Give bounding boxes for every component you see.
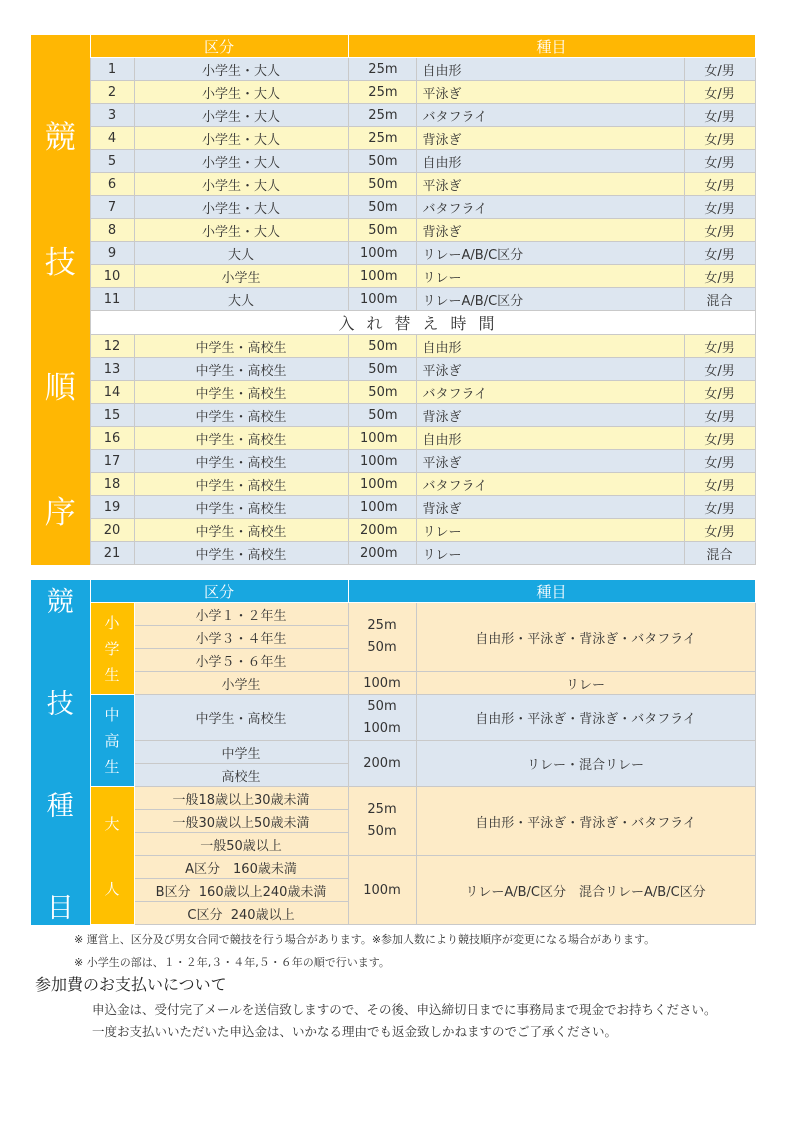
order-event: バタフライ — [416, 381, 684, 404]
order-row — [31, 127, 755, 150]
order-category: 中学生・高校生 — [134, 404, 348, 427]
order-sex: 女/男 — [684, 242, 755, 265]
order-label-char: 競 — [44, 120, 76, 156]
order-no: 10 — [90, 265, 134, 288]
order-distance: 200m — [348, 519, 416, 542]
order-sex: 女/男 — [684, 358, 755, 381]
elem-relay-event: リレー — [416, 672, 755, 695]
break-row — [31, 311, 755, 335]
order-no: 1 — [90, 58, 134, 81]
order-distance: 100m — [348, 496, 416, 519]
order-distance: 100m — [348, 473, 416, 496]
order-event: 平泳ぎ — [416, 173, 684, 196]
order-distance: 25m — [348, 127, 416, 150]
elem-events: 自由形・平泳ぎ・背泳ぎ・バタフライ — [416, 603, 755, 672]
competition-types-section — [31, 579, 756, 925]
order-no: 17 — [90, 450, 134, 473]
group-char: 生 — [104, 757, 120, 776]
order-row — [31, 381, 755, 404]
elem-relay-category: 小学生 — [134, 672, 348, 695]
order-category: 小学生・大人 — [134, 219, 348, 242]
types-header-category: 区分 — [90, 580, 348, 603]
adult-relay-distance: 100m — [348, 856, 416, 925]
note-2: ※ 小学生の部は、１・２年,３・４年,５・６年の順で行います。 — [74, 956, 390, 969]
order-no: 21 — [90, 542, 134, 565]
order-distance: 50m — [348, 404, 416, 427]
order-row — [31, 519, 755, 542]
order-event: 平泳ぎ — [416, 358, 684, 381]
order-distance: 200m — [348, 542, 416, 565]
order-row — [31, 288, 755, 311]
order-event: 背泳ぎ — [416, 404, 684, 427]
order-event: 背泳ぎ — [416, 219, 684, 242]
order-no: 2 — [90, 81, 134, 104]
order-row — [31, 150, 755, 173]
grade-3-4: 小学３・４年生 — [134, 626, 348, 649]
order-distance: 50m — [348, 381, 416, 404]
order-no: 16 — [90, 427, 134, 450]
order-distance: 50m — [348, 173, 416, 196]
order-distance: 100m — [348, 450, 416, 473]
order-no: 7 — [90, 196, 134, 219]
order-distance: 25m — [348, 81, 416, 104]
adult-relay-a: A区分 160歳未満 — [134, 856, 348, 879]
elem-relay-distance: 100m — [348, 672, 416, 695]
order-row — [31, 173, 755, 196]
adult-age-3: 一般50歳以上 — [134, 833, 348, 856]
order-row — [31, 473, 755, 496]
order-event: リレー — [416, 542, 684, 565]
group-char: 大 — [104, 814, 120, 833]
order-row — [31, 496, 755, 519]
group-elementary — [90, 603, 134, 695]
order-sex: 女/男 — [684, 473, 755, 496]
payment-line-1: 申込金は、受付完了メールを送信致しますので、その後、申込締切日までに事務局まで現金でお持ちください。 — [92, 1002, 717, 1017]
group-char: 小 — [104, 613, 120, 632]
order-event: リレーA/B/C区分 — [416, 288, 684, 311]
note-1: ※ 運営上、区分及び男女合同で競技を行う場合があります。※参加人数により競技順序が変更になる場合があります。 — [74, 933, 656, 946]
order-no: 13 — [90, 358, 134, 381]
order-row — [31, 196, 755, 219]
order-sex: 女/男 — [684, 404, 755, 427]
order-no: 15 — [90, 404, 134, 427]
group-char: 人 — [104, 879, 120, 898]
order-distance: 50m — [348, 219, 416, 242]
types-label-char: 技 — [46, 688, 74, 720]
order-vertical-label — [31, 35, 90, 565]
order-header-event: 種目 — [348, 35, 755, 58]
mid-relay-distance: 200m — [348, 741, 416, 787]
order-event: リレー — [416, 265, 684, 288]
order-row — [31, 81, 755, 104]
types-label-char: 競 — [46, 586, 74, 618]
order-no: 14 — [90, 381, 134, 404]
order-label-char: 順 — [44, 370, 76, 406]
order-event: バタフライ — [416, 104, 684, 127]
order-no: 11 — [90, 288, 134, 311]
order-category: 小学生・大人 — [134, 196, 348, 219]
order-no: 19 — [90, 496, 134, 519]
order-no: 18 — [90, 473, 134, 496]
group-char: 中 — [104, 705, 120, 724]
adult-age-1: 一般18歳以上30歳未満 — [134, 787, 348, 810]
order-distance: 50m — [348, 358, 416, 381]
order-sex: 女/男 — [684, 127, 755, 150]
order-sex: 女/男 — [684, 450, 755, 473]
order-sex: 女/男 — [684, 104, 755, 127]
order-category: 小学生・大人 — [134, 127, 348, 150]
order-sex: 女/男 — [684, 173, 755, 196]
order-no: 12 — [90, 335, 134, 358]
types-label-char: 種 — [46, 790, 74, 822]
order-no: 4 — [90, 127, 134, 150]
order-row — [31, 219, 755, 242]
group-char: 高 — [104, 731, 120, 750]
order-sex: 女/男 — [684, 196, 755, 219]
mid-relay-event: リレー・混合リレー — [416, 741, 755, 787]
order-category: 大人 — [134, 242, 348, 265]
order-sex: 女/男 — [684, 381, 755, 404]
payment-line-2: 一度お支払いいただいた申込金は、いかなる理由でも返金致しかねますのでご了承ください。 — [92, 1024, 618, 1039]
order-header-category: 区分 — [90, 35, 348, 58]
order-no: 20 — [90, 519, 134, 542]
order-event: リレー — [416, 519, 684, 542]
order-category: 中学生・高校生 — [134, 335, 348, 358]
order-row — [31, 358, 755, 381]
order-row — [31, 335, 755, 358]
group-adult — [90, 787, 134, 925]
types-header-event: 種目 — [348, 580, 755, 603]
mid-events: 自由形・平泳ぎ・背泳ぎ・バタフライ — [416, 695, 755, 741]
break-label: 入れ替え時間 — [90, 311, 755, 335]
order-no: 3 — [90, 104, 134, 127]
order-category: 小学生・大人 — [134, 104, 348, 127]
order-event: バタフライ — [416, 196, 684, 219]
order-event: 背泳ぎ — [416, 127, 684, 150]
competition-order-section — [31, 34, 756, 565]
adult-age-2: 一般30歳以上50歳未満 — [134, 810, 348, 833]
order-event: 自由形 — [416, 58, 684, 81]
order-event: バタフライ — [416, 473, 684, 496]
order-distance: 50m — [348, 196, 416, 219]
order-label-char: 序 — [44, 495, 76, 531]
mid-relay-category-2: 高校生 — [134, 764, 348, 787]
competition-order-table — [31, 34, 756, 565]
order-category: 中学生・高校生 — [134, 358, 348, 381]
order-event: 平泳ぎ — [416, 81, 684, 104]
order-distance: 25m — [348, 58, 416, 81]
order-category: 中学生・高校生 — [134, 450, 348, 473]
order-category: 中学生・高校生 — [134, 381, 348, 404]
order-sex: 女/男 — [684, 519, 755, 542]
order-distance: 100m — [348, 265, 416, 288]
order-distance: 100m — [348, 427, 416, 450]
order-row — [31, 265, 755, 288]
mid-distance: 50m 100m — [348, 695, 416, 741]
order-no: 6 — [90, 173, 134, 196]
grade-1-2: 小学１・２年生 — [134, 603, 348, 626]
order-sex: 女/男 — [684, 427, 755, 450]
order-sex: 混合 — [684, 288, 755, 311]
group-char: 学 — [104, 639, 120, 658]
order-row — [31, 242, 755, 265]
order-sex: 女/男 — [684, 150, 755, 173]
grade-5-6: 小学５・６年生 — [134, 649, 348, 672]
order-event: 自由形 — [416, 427, 684, 450]
order-category: 小学生・大人 — [134, 150, 348, 173]
adult-relay-b: B区分 160歳以上240歳未満 — [134, 879, 348, 902]
order-sex: 女/男 — [684, 265, 755, 288]
mid-relay-category-1: 中学生 — [134, 741, 348, 764]
competition-types-table — [31, 579, 756, 925]
order-no: 8 — [90, 219, 134, 242]
adult-distance: 25m 50m — [348, 787, 416, 856]
types-label-char: 目 — [46, 892, 74, 924]
order-distance: 50m — [348, 150, 416, 173]
types-vertical-label — [31, 580, 90, 925]
order-event: 自由形 — [416, 335, 684, 358]
order-event: 平泳ぎ — [416, 450, 684, 473]
order-distance: 25m — [348, 104, 416, 127]
order-category: 小学生 — [134, 265, 348, 288]
order-sex: 女/男 — [684, 219, 755, 242]
adult-events: 自由形・平泳ぎ・背泳ぎ・バタフライ — [416, 787, 755, 856]
order-row — [31, 542, 755, 565]
group-char: 生 — [104, 665, 120, 684]
order-sex: 女/男 — [684, 58, 755, 81]
order-category: 中学生・高校生 — [134, 473, 348, 496]
order-category: 中学生・高校生 — [134, 542, 348, 565]
order-distance: 50m — [348, 335, 416, 358]
order-category: 中学生・高校生 — [134, 519, 348, 542]
order-sex: 女/男 — [684, 335, 755, 358]
order-row — [31, 404, 755, 427]
order-no: 9 — [90, 242, 134, 265]
order-event: リレーA/B/C区分 — [416, 242, 684, 265]
order-category: 中学生・高校生 — [134, 427, 348, 450]
adult-relay-c: C区分 240歳以上 — [134, 902, 348, 925]
order-distance: 100m — [348, 242, 416, 265]
order-sex: 女/男 — [684, 496, 755, 519]
order-no: 5 — [90, 150, 134, 173]
group-middle-high — [90, 695, 134, 787]
order-event: 自由形 — [416, 150, 684, 173]
order-category: 小学生・大人 — [134, 173, 348, 196]
order-row — [31, 450, 755, 473]
order-label-char: 技 — [44, 245, 76, 281]
order-row — [31, 58, 755, 81]
order-row — [31, 104, 755, 127]
elem-distance: 25m 50m — [348, 603, 416, 672]
order-event: 背泳ぎ — [416, 496, 684, 519]
payment-title: 参加費のお支払いについて — [35, 975, 227, 994]
order-row — [31, 427, 755, 450]
adult-relay-event: リレーA/B/C区分 混合リレーA/B/C区分 — [416, 856, 755, 925]
order-sex: 混合 — [684, 542, 755, 565]
order-sex: 女/男 — [684, 81, 755, 104]
order-category: 小学生・大人 — [134, 58, 348, 81]
order-category: 大人 — [134, 288, 348, 311]
order-category: 中学生・高校生 — [134, 496, 348, 519]
order-category: 小学生・大人 — [134, 81, 348, 104]
order-distance: 100m — [348, 288, 416, 311]
mid-category: 中学生・高校生 — [134, 695, 348, 741]
